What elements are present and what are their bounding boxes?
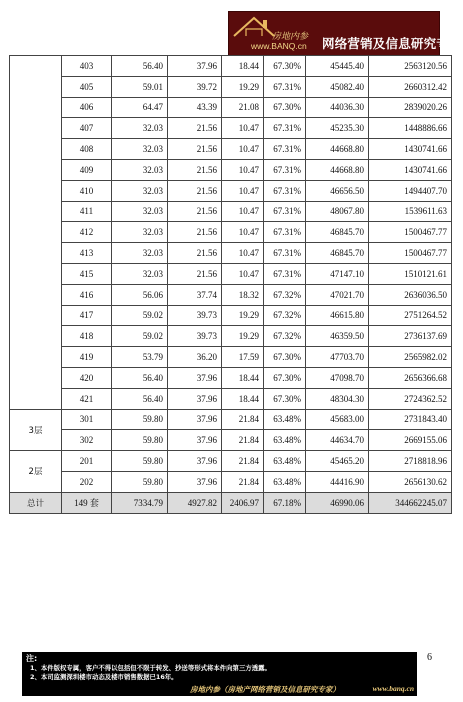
room-cell: 421 <box>62 388 112 409</box>
value-cell-c1: 59.80 <box>112 409 168 430</box>
value-cell-c3: 18.44 <box>222 388 264 409</box>
value-cell-pct: 67.30% <box>264 388 306 409</box>
value-cell-c3: 21.84 <box>222 430 264 451</box>
value-cell-total: 1510121.61 <box>369 263 452 284</box>
table-row <box>10 388 452 409</box>
room-cell: 201 <box>62 451 112 472</box>
value-cell-c1: 32.03 <box>112 180 168 201</box>
value-cell-c3: 21.84 <box>222 409 264 430</box>
room-cell: 405 <box>62 76 112 97</box>
value-cell-pct: 67.31% <box>264 243 306 264</box>
value-cell-c2: 39.72 <box>168 76 222 97</box>
value-cell-total: 1430741.66 <box>369 159 452 180</box>
value-cell-total: 2563120.56 <box>369 56 452 77</box>
table-row <box>10 451 452 472</box>
table-row <box>10 139 452 160</box>
value-cell-price: 46615.80 <box>306 305 369 326</box>
total-cell-total: 344662245.07 <box>369 492 452 513</box>
value-cell-pct: 67.31% <box>264 159 306 180</box>
value-cell-c2: 21.56 <box>168 263 222 284</box>
value-cell-pct: 67.32% <box>264 305 306 326</box>
table-row <box>10 430 452 451</box>
value-cell-c1: 56.06 <box>112 284 168 305</box>
value-cell-pct: 67.31% <box>264 222 306 243</box>
room-cell: 417 <box>62 305 112 326</box>
value-cell-c3: 17.59 <box>222 347 264 368</box>
value-cell-total: 2731843.40 <box>369 409 452 430</box>
value-cell-c3: 19.29 <box>222 305 264 326</box>
total-cell-c1: 7334.79 <box>112 492 168 513</box>
room-cell: 408 <box>62 139 112 160</box>
value-cell-total: 2839020.26 <box>369 97 452 118</box>
value-cell-pct: 63.48% <box>264 409 306 430</box>
table-row <box>10 347 452 368</box>
room-cell: 411 <box>62 201 112 222</box>
value-cell-c3: 18.32 <box>222 284 264 305</box>
table-body <box>10 56 452 514</box>
value-cell-c2: 37.96 <box>168 367 222 388</box>
room-cell: 416 <box>62 284 112 305</box>
value-cell-c2: 39.73 <box>168 326 222 347</box>
room-cell: 403 <box>62 56 112 77</box>
value-cell-pct: 67.31% <box>264 139 306 160</box>
value-cell-c3: 21.84 <box>222 471 264 492</box>
value-cell-c2: 21.56 <box>168 118 222 139</box>
value-cell-c1: 32.03 <box>112 159 168 180</box>
value-cell-price: 45082.40 <box>306 76 369 97</box>
value-cell-c1: 59.02 <box>112 305 168 326</box>
footer-url: www.banq.cn <box>372 684 414 693</box>
value-cell-c3: 10.47 <box>222 201 264 222</box>
brand-slogan: 网络营销及信息研究专家 <box>322 36 462 51</box>
value-cell-pct: 67.31% <box>264 180 306 201</box>
table-row <box>10 222 452 243</box>
value-cell-c2: 37.96 <box>168 471 222 492</box>
value-cell-total: 1430741.66 <box>369 139 452 160</box>
table-row <box>10 263 452 284</box>
note-box <box>22 652 417 682</box>
table-row <box>10 97 452 118</box>
value-cell-c1: 32.03 <box>112 139 168 160</box>
value-cell-total: 1539611.63 <box>369 201 452 222</box>
room-cell: 420 <box>62 367 112 388</box>
value-cell-pct: 63.48% <box>264 430 306 451</box>
value-cell-c2: 21.56 <box>168 201 222 222</box>
value-cell-c2: 21.56 <box>168 139 222 160</box>
total-cell-price: 46990.06 <box>306 492 369 513</box>
value-cell-c3: 10.47 <box>222 139 264 160</box>
value-cell-price: 47703.70 <box>306 347 369 368</box>
value-cell-price: 46845.70 <box>306 222 369 243</box>
room-cell: 407 <box>62 118 112 139</box>
value-cell-price: 48304.30 <box>306 388 369 409</box>
value-cell-c1: 53.79 <box>112 347 168 368</box>
value-cell-price: 46845.70 <box>306 243 369 264</box>
value-cell-pct: 67.30% <box>264 56 306 77</box>
brand-name: 房地内参 <box>272 31 309 41</box>
value-cell-c3: 10.47 <box>222 180 264 201</box>
value-cell-c2: 21.56 <box>168 180 222 201</box>
value-cell-total: 1500467.77 <box>369 222 452 243</box>
value-cell-c3: 10.47 <box>222 118 264 139</box>
room-cell: 302 <box>62 430 112 451</box>
footer-bar <box>22 682 417 696</box>
value-cell-total: 2669155.06 <box>369 430 452 451</box>
value-cell-price: 45235.30 <box>306 118 369 139</box>
value-cell-c2: 21.56 <box>168 159 222 180</box>
floor-group-cell: 2层 <box>10 451 62 493</box>
value-cell-c2: 37.96 <box>168 409 222 430</box>
value-cell-c2: 36.20 <box>168 347 222 368</box>
value-cell-total: 2660312.42 <box>369 76 452 97</box>
value-cell-c1: 56.40 <box>112 367 168 388</box>
value-cell-c1: 32.03 <box>112 243 168 264</box>
value-cell-c1: 56.40 <box>112 388 168 409</box>
header-banner <box>228 11 462 56</box>
note-line-2: 2、本司监测深圳楼市动态及楼市销售数据已16年。 <box>30 673 178 681</box>
value-cell-price: 47147.10 <box>306 263 369 284</box>
brand-url: www.BANQ.cn <box>251 41 307 51</box>
value-cell-total: 2718818.96 <box>369 451 452 472</box>
value-cell-total: 2656130.62 <box>369 471 452 492</box>
value-cell-c3: 19.29 <box>222 326 264 347</box>
value-cell-c1: 32.03 <box>112 118 168 139</box>
table-row <box>10 118 452 139</box>
total-cell-label: 总计 <box>10 492 62 513</box>
value-cell-c1: 59.80 <box>112 451 168 472</box>
sales-table <box>9 55 452 514</box>
value-cell-price: 44668.80 <box>306 139 369 160</box>
value-cell-pct: 67.31% <box>264 201 306 222</box>
value-cell-pct: 67.30% <box>264 367 306 388</box>
room-cell: 301 <box>62 409 112 430</box>
room-cell: 406 <box>62 97 112 118</box>
value-cell-price: 47098.70 <box>306 367 369 388</box>
value-cell-total: 1448886.66 <box>369 118 452 139</box>
value-cell-c2: 37.96 <box>168 56 222 77</box>
value-cell-price: 44416.90 <box>306 471 369 492</box>
table-row <box>10 409 452 430</box>
value-cell-total: 2636036.50 <box>369 284 452 305</box>
value-cell-c2: 37.74 <box>168 284 222 305</box>
value-cell-price: 44036.30 <box>306 97 369 118</box>
value-cell-c3: 10.47 <box>222 263 264 284</box>
value-cell-total: 2565982.02 <box>369 347 452 368</box>
value-cell-pct: 67.32% <box>264 284 306 305</box>
value-cell-total: 2656366.68 <box>369 367 452 388</box>
total-row <box>10 492 452 513</box>
floor-group-cell: 3层 <box>10 409 62 451</box>
value-cell-pct: 67.30% <box>264 347 306 368</box>
value-cell-price: 45683.00 <box>306 409 369 430</box>
value-cell-c2: 37.96 <box>168 430 222 451</box>
value-cell-pct: 63.48% <box>264 471 306 492</box>
value-cell-pct: 67.31% <box>264 118 306 139</box>
table-row <box>10 159 452 180</box>
value-cell-c1: 32.03 <box>112 263 168 284</box>
value-cell-c3: 10.47 <box>222 243 264 264</box>
room-cell: 409 <box>62 159 112 180</box>
value-cell-pct: 67.32% <box>264 326 306 347</box>
table-row <box>10 201 452 222</box>
table-row <box>10 56 452 77</box>
table-row <box>10 284 452 305</box>
table-row <box>10 76 452 97</box>
floor-group-cell <box>10 56 62 410</box>
table-row <box>10 180 452 201</box>
value-cell-price: 44668.80 <box>306 159 369 180</box>
table-row <box>10 326 452 347</box>
table-row <box>10 305 452 326</box>
value-cell-c3: 10.47 <box>222 159 264 180</box>
value-cell-price: 45465.20 <box>306 451 369 472</box>
room-cell: 412 <box>62 222 112 243</box>
value-cell-c2: 21.56 <box>168 222 222 243</box>
value-cell-price: 46359.50 <box>306 326 369 347</box>
value-cell-price: 45445.40 <box>306 56 369 77</box>
value-cell-c1: 56.40 <box>112 56 168 77</box>
value-cell-c1: 59.02 <box>112 326 168 347</box>
table-row <box>10 367 452 388</box>
room-cell: 418 <box>62 326 112 347</box>
value-cell-c1: 32.03 <box>112 201 168 222</box>
footer-company: 房地内参（房地产网络营销及信息研究专家） <box>190 685 340 694</box>
value-cell-c3: 21.08 <box>222 97 264 118</box>
value-cell-c3: 18.44 <box>222 56 264 77</box>
value-cell-c2: 37.96 <box>168 388 222 409</box>
value-cell-pct: 63.48% <box>264 451 306 472</box>
value-cell-c3: 19.29 <box>222 76 264 97</box>
value-cell-c1: 64.47 <box>112 97 168 118</box>
room-cell: 202 <box>62 471 112 492</box>
value-cell-pct: 67.30% <box>264 97 306 118</box>
value-cell-total: 1494407.70 <box>369 180 452 201</box>
value-cell-c2: 43.39 <box>168 97 222 118</box>
room-cell: 413 <box>62 243 112 264</box>
value-cell-total: 2751264.52 <box>369 305 452 326</box>
room-cell: 415 <box>62 263 112 284</box>
value-cell-c1: 59.80 <box>112 471 168 492</box>
value-cell-price: 44634.70 <box>306 430 369 451</box>
value-cell-total: 2736137.69 <box>369 326 452 347</box>
value-cell-pct: 67.31% <box>264 263 306 284</box>
value-cell-c1: 32.03 <box>112 222 168 243</box>
value-cell-price: 47021.70 <box>306 284 369 305</box>
value-cell-price: 48067.80 <box>306 201 369 222</box>
value-cell-pct: 67.31% <box>264 76 306 97</box>
total-cell-room: 149 套 <box>62 492 112 513</box>
room-cell: 419 <box>62 347 112 368</box>
value-cell-c3: 21.84 <box>222 451 264 472</box>
total-cell-c3: 2406.97 <box>222 492 264 513</box>
value-cell-total: 1500467.77 <box>369 243 452 264</box>
value-cell-c1: 59.80 <box>112 430 168 451</box>
table-row <box>10 471 452 492</box>
page-number: 6 <box>427 652 432 663</box>
value-cell-c1: 59.01 <box>112 76 168 97</box>
value-cell-c3: 18.44 <box>222 367 264 388</box>
table-row <box>10 243 452 264</box>
note-line-1: 1、本件版权专属，客户不得以包括但不限于转发、抄送等形式将本件向第三方透露。 <box>30 664 271 672</box>
note-title: 注: <box>26 654 38 663</box>
value-cell-c2: 21.56 <box>168 243 222 264</box>
room-cell: 410 <box>62 180 112 201</box>
total-cell-pct: 67.18% <box>264 492 306 513</box>
value-cell-c2: 37.96 <box>168 451 222 472</box>
total-cell-c2: 4927.82 <box>168 492 222 513</box>
value-cell-c3: 10.47 <box>222 222 264 243</box>
value-cell-total: 2724362.52 <box>369 388 452 409</box>
value-cell-c2: 39.73 <box>168 305 222 326</box>
value-cell-price: 46656.50 <box>306 180 369 201</box>
